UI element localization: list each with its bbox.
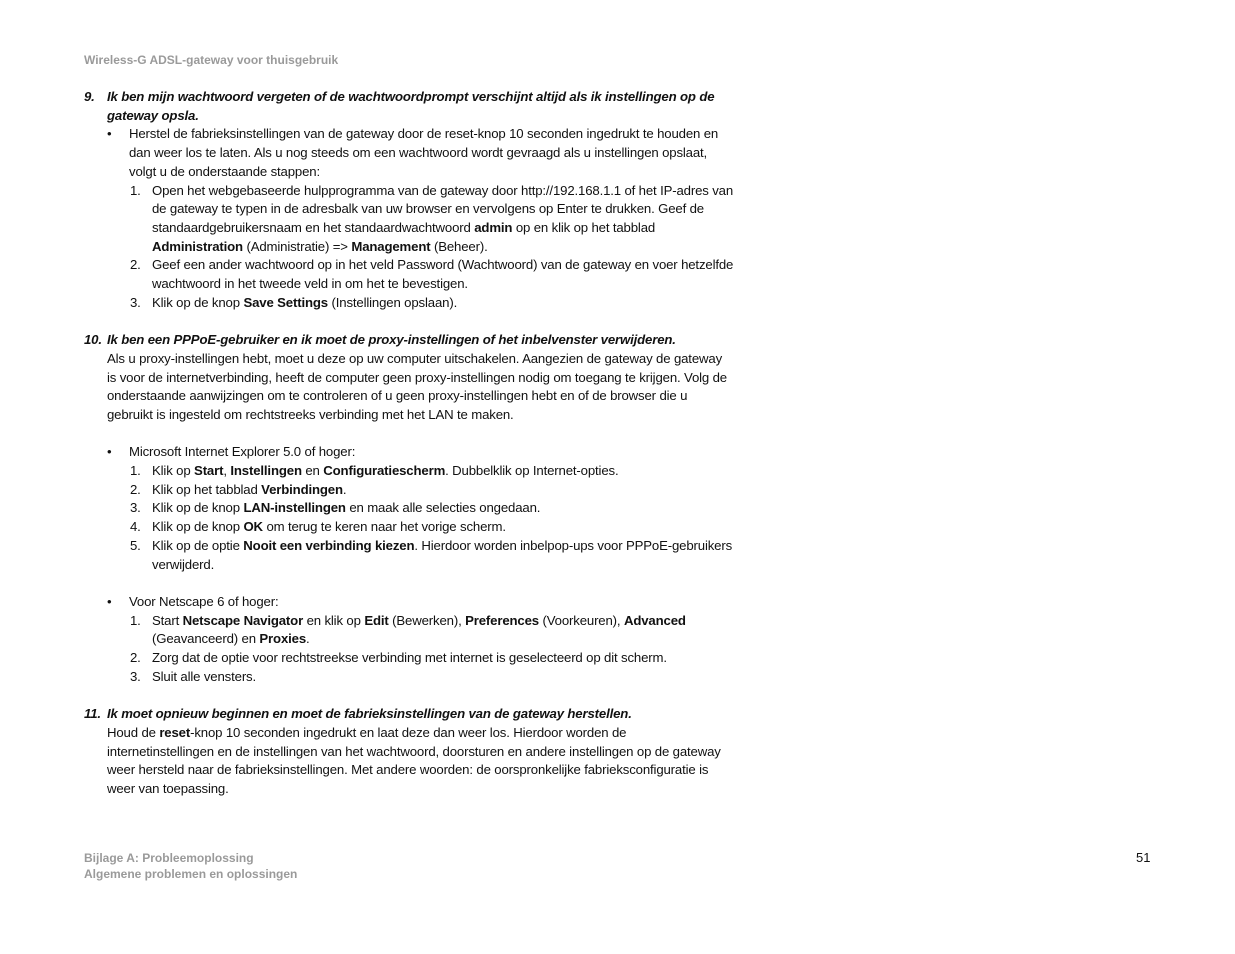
- question-number: 11.: [84, 706, 101, 722]
- step-item: 5. Klik op de optie Nooit een verbinding kiezen. Hierdoor worden inbelpop-ups voor PPPoE-gebruikers verwijderd.: [130, 537, 733, 572]
- step-item: 1. Klik op Start, Instellingen en Configuratiescherm. Dubbelklik op Internet-opties.: [130, 463, 619, 479]
- step-item: 4. Klik op de knop OK om terug te keren naar het vorige scherm.: [130, 519, 506, 535]
- list-item: • Herstel de fabrieksinstellingen van de gateway door de reset-knop 10 seconden ingedrukt te houden en dan weer los te laten. Als u nog steeds om een wachtwoord wordt gevraagd als u instellingen opslaat, volgt u de onderstaande stappen:: [107, 126, 719, 179]
- step-item: 3. Klik op de knop LAN-instellingen en maak alle selecties ongedaan.: [130, 500, 541, 516]
- question-10-title: 10. Ik ben een PPPoE-gebruiker en ik moet de proxy-instellingen of het inbelvenster verwijderen.: [84, 331, 774, 350]
- footer-section: Algemene problemen en oplossingen: [84, 867, 298, 881]
- running-header: Wireless-G ADSL-gateway voor thuisgebruik: [84, 53, 339, 67]
- footer-chapter: Bijlage A: Probleemoplossing: [84, 851, 254, 865]
- question-9-title: 9. Ik ben mijn wachtwoord vergeten of de wachtwoordprompt verschijnt altijd als ik instellingen op de gateway opsla.: [84, 89, 715, 123]
- bullet-icon: •: [107, 126, 112, 142]
- running-footer: [84, 850, 297, 882]
- answer-paragraph: Als u proxy-instellingen hebt, moet u deze op uw computer uitschakelen. Aangezien de gateway de gateway is voor de internetverbinding, heeft de computer geen proxy-instellingen nodig om toegang te krijgen. Volg de onderstaande aanwijzingen om te controleren of u geen proxy-instellingen hebt en of de browser die u gebruikt is ingesteld om rechtstreeks verbinding met het LAN te maken.: [107, 350, 727, 422]
- bullet-icon: •: [107, 444, 112, 460]
- page-number: 51: [1136, 850, 1151, 865]
- step-item: 1. Start Netscape Navigator en klik op Edit (Bewerken), Preferences (Voorkeuren), Advanced (Geavanceerd) en Proxies.: [130, 612, 686, 647]
- faq-content: [84, 88, 774, 799]
- step-item: 2. Geef een ander wachtwoord op in het veld Password (Wachtwoord) van de gateway en voer hetzelfde wachtwoord in het tweede veld in om het te bevestigen.: [130, 257, 734, 292]
- step-item: 2. Zorg dat de optie voor rechtstreekse verbinding met internet is geselecteerd op dit scherm.: [130, 650, 667, 666]
- question-number: 10.: [84, 332, 102, 348]
- list-item: • Voor Netscape 6 of hoger:: [84, 593, 774, 612]
- bullet-icon: •: [107, 593, 112, 609]
- list-item: • Microsoft Internet Explorer 5.0 of hoger:: [84, 443, 774, 462]
- question-number: 9.: [84, 89, 95, 104]
- step-item: 3. Klik op de knop Save Settings (Instellingen opslaan).: [130, 294, 458, 310]
- step-item: 1. Open het webgebaseerde hulpprogramma van de gateway door http://192.168.1.1 of het IP-adres van de gateway te typen in de adresbalk van uw browser en vervolgens op Enter te drukken. Geef de standaardgebruikersnaam en het standaardwachtwoord admin op en klik op het tabblad Administration (Administratie) => Management (Beheer).: [130, 182, 734, 254]
- answer-paragraph: Houd de reset-knop 10 seconden ingedrukt en laat deze dan weer los. Hierdoor worden de internetinstellingen en de instellingen van het wachtwoord, doorsturen en andere instellingen op de gateway weer hersteld naar de fabrieksinstellingen. Met andere woorden: de oorspronkelijke fabrieksconfiguratie is weer van toepassing.: [107, 724, 721, 796]
- question-11-title: 11. Ik moet opnieuw beginnen en moet de fabrieksinstellingen van de gateway herstellen.: [84, 705, 774, 724]
- step-item: 2. Klik op het tabblad Verbindingen.: [130, 481, 347, 497]
- step-item: 3. Sluit alle vensters.: [130, 668, 257, 684]
